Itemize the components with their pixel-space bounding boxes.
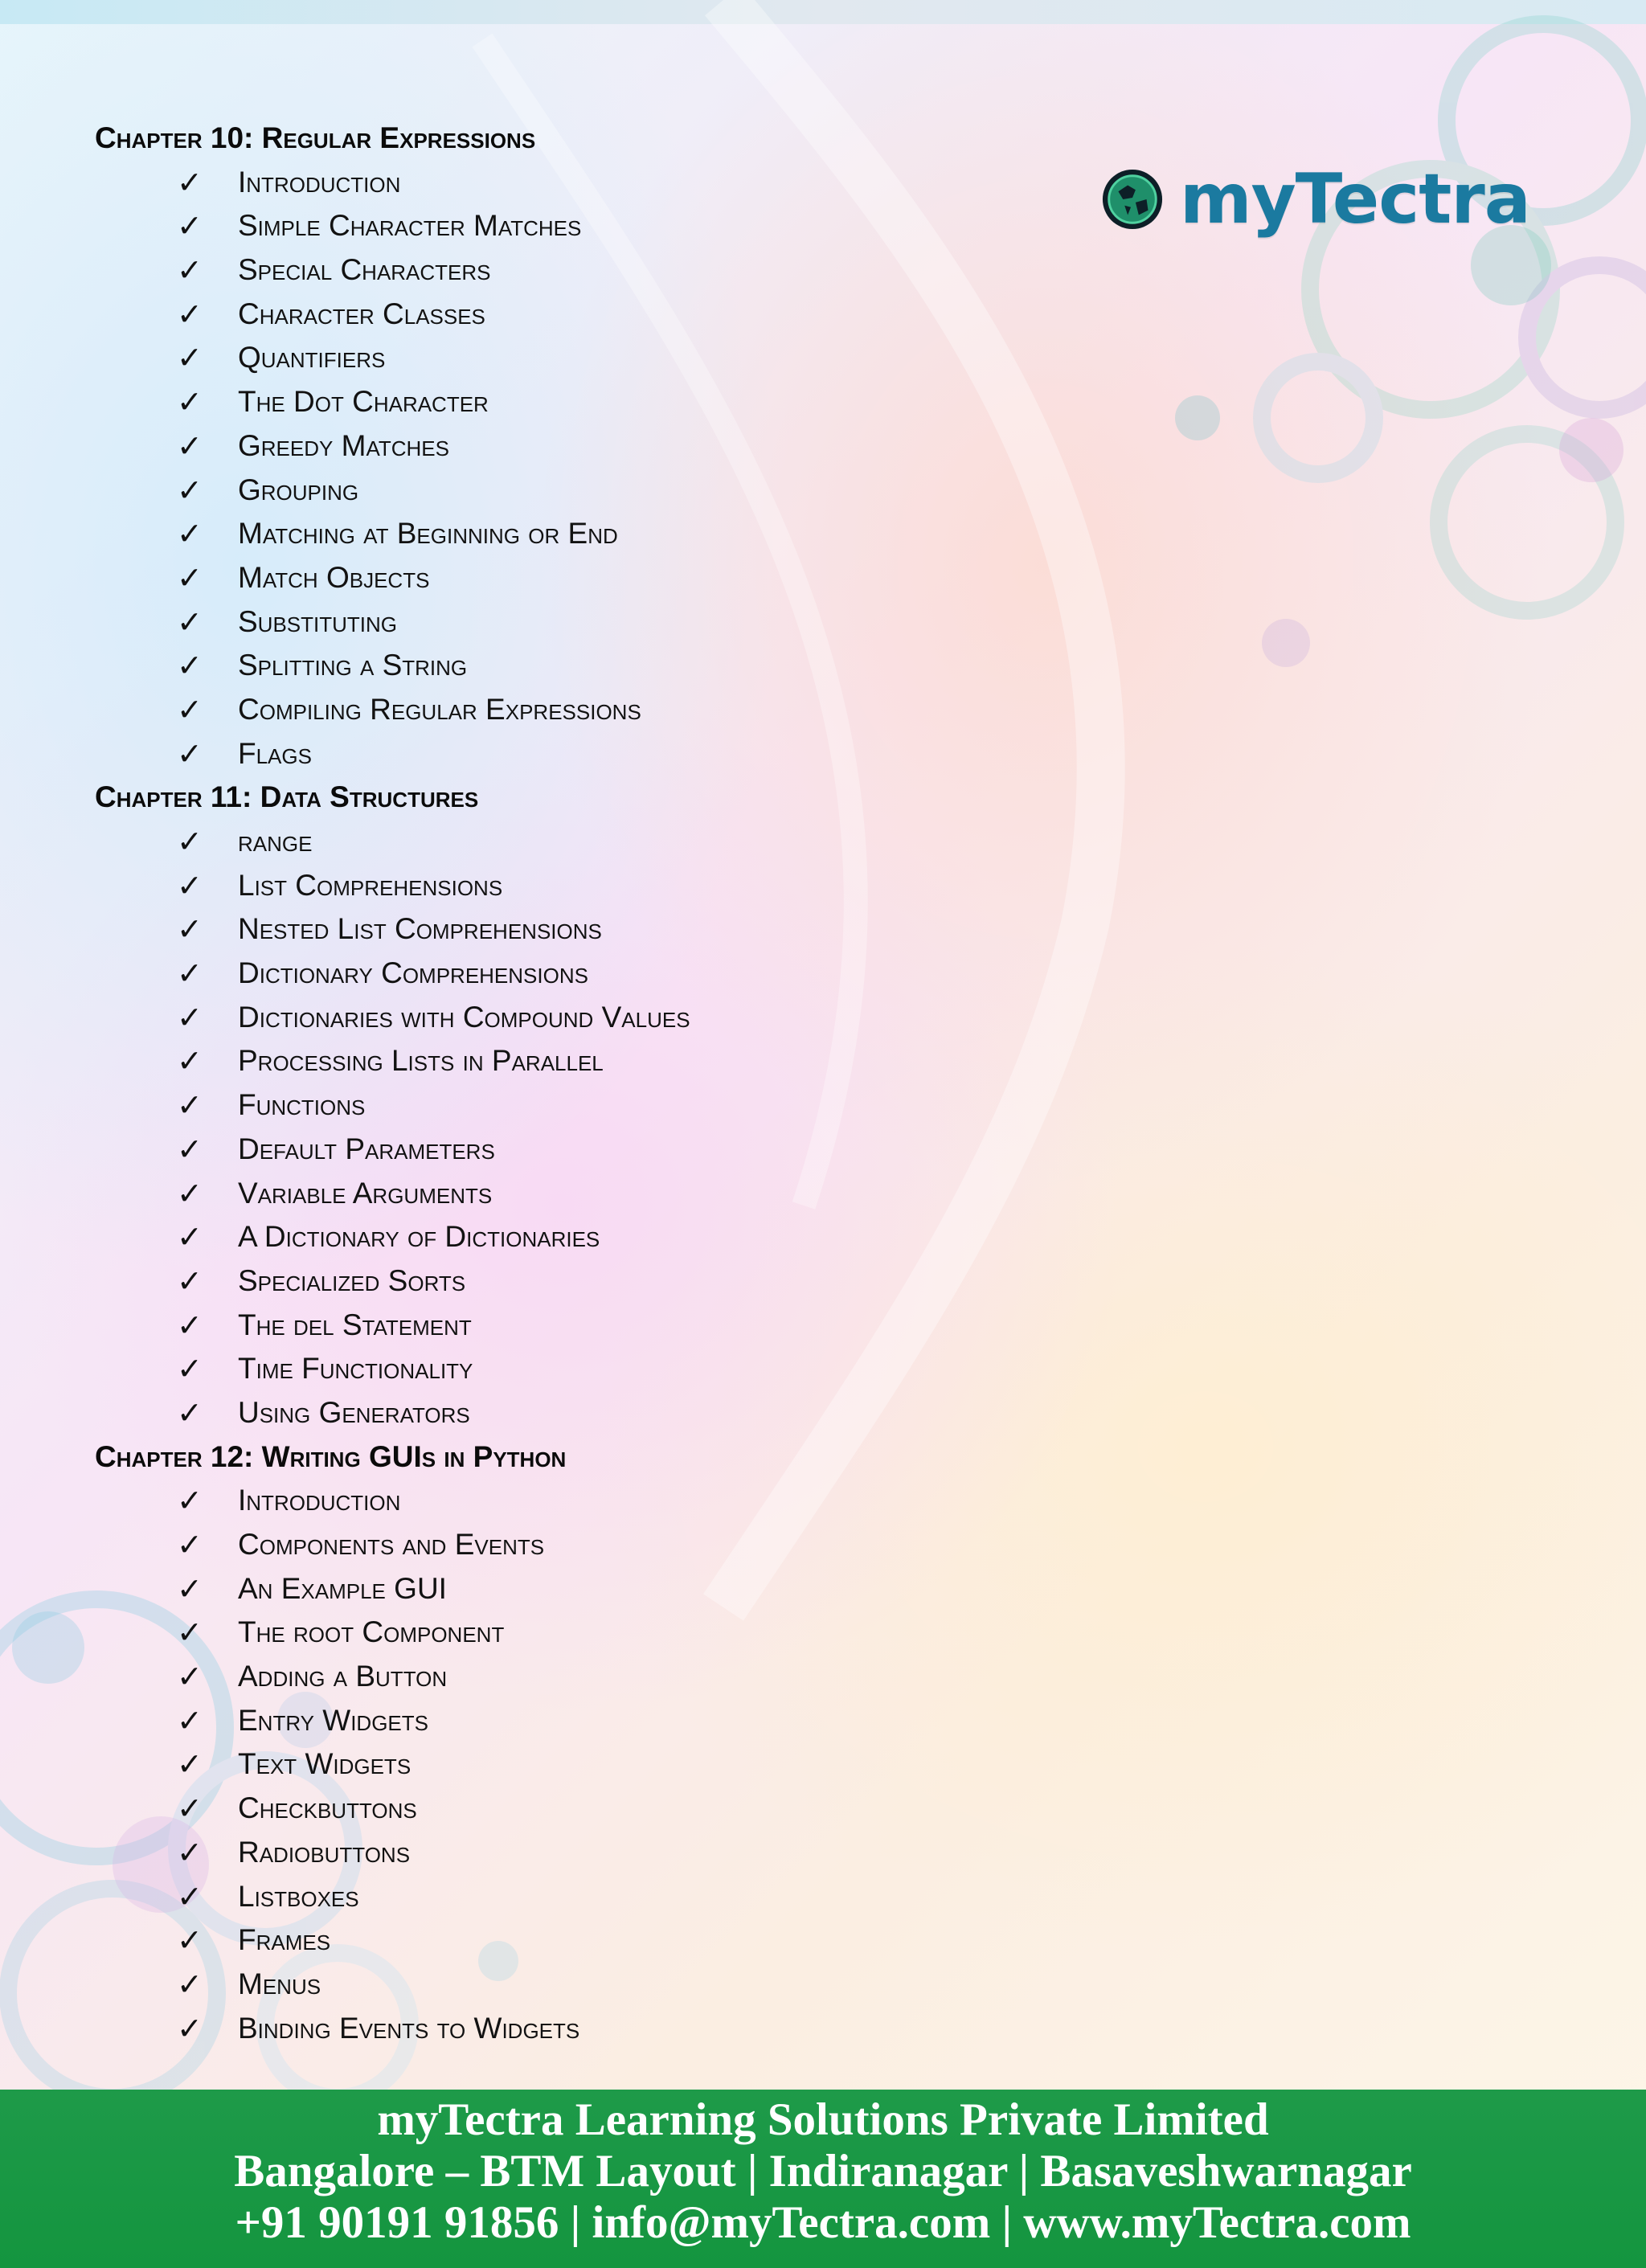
topic-label: Dictionaries with Compound Values xyxy=(238,1000,690,1034)
topic-label: Specialized Sorts xyxy=(238,1263,466,1297)
topic-item xyxy=(95,1918,1059,1963)
topic-label: Checkbuttons xyxy=(238,1791,417,1825)
topic-label: Variable Arguments xyxy=(238,1176,493,1210)
topic-label: Grouping xyxy=(238,473,359,506)
topic-item xyxy=(95,512,1059,556)
topic-item xyxy=(95,161,1059,205)
checkmark-icon: ✓ xyxy=(177,2010,203,2046)
topic-label: Binding Events to Widgets xyxy=(238,2011,580,2045)
checkmark-icon: ✓ xyxy=(177,472,203,508)
topic-label: Dictionary Comprehensions xyxy=(238,956,588,990)
topic-item xyxy=(95,1128,1059,1172)
chapter-12-title: Chapter 12: Writing GUIs in Python xyxy=(95,1439,567,1473)
footer-locations: Bangalore – BTM Layout | Indiranagar | Basaveshwarnagar xyxy=(234,2146,1412,2196)
footer-company-name: myTectra Learning Solutions Private Limited xyxy=(377,2094,1269,2145)
topic-item xyxy=(95,424,1059,469)
checkmark-icon: ✓ xyxy=(177,1702,203,1738)
checkmark-icon: ✓ xyxy=(177,384,203,420)
checkmark-icon: ✓ xyxy=(177,735,203,772)
topic-item xyxy=(95,248,1059,293)
topic-label: The root Component xyxy=(238,1615,505,1649)
checkmark-icon: ✓ xyxy=(177,1527,203,1562)
topic-label: Using Generators xyxy=(238,1395,470,1429)
topic-item xyxy=(95,1304,1059,1348)
chapter-10-title: Chapter 10: Regular Expressions xyxy=(95,121,536,154)
checkmark-icon: ✓ xyxy=(177,1659,203,1695)
checkmark-icon: ✓ xyxy=(177,1746,203,1783)
checkmark-icon: ✓ xyxy=(177,1966,203,2002)
topic-item xyxy=(95,1699,1059,1743)
topic-label: The del Statement xyxy=(238,1308,472,1341)
checkmark-icon: ✓ xyxy=(177,1219,203,1255)
topic-item xyxy=(95,1523,1059,1567)
checkmark-icon: ✓ xyxy=(177,1483,203,1519)
topic-label: Greedy Matches xyxy=(238,428,449,462)
topic-label: Splitting a String xyxy=(238,649,468,682)
checkmark-icon: ✓ xyxy=(177,1263,203,1299)
topic-item xyxy=(95,1831,1059,1875)
topic-label: Time Functionality xyxy=(238,1352,473,1386)
topic-item xyxy=(95,1172,1059,1216)
checkmark-icon: ✓ xyxy=(177,648,203,684)
topic-label: The Dot Character xyxy=(238,385,489,419)
topic-label: Entry Widgets xyxy=(238,1703,428,1737)
checkmark-icon: ✓ xyxy=(177,340,203,376)
globe-logo-icon xyxy=(1101,168,1164,231)
checkmark-icon: ✓ xyxy=(177,824,203,859)
topic-label: List Comprehensions xyxy=(238,868,503,902)
topic-item xyxy=(95,644,1059,688)
topic-item xyxy=(95,556,1059,600)
topic-label: range xyxy=(238,825,313,858)
topic-item xyxy=(95,996,1059,1040)
checkmark-icon: ✓ xyxy=(177,428,203,464)
topic-label: Special Characters xyxy=(238,253,491,287)
checkmark-icon: ✓ xyxy=(177,1570,203,1607)
checkmark-icon: ✓ xyxy=(177,516,203,552)
checkmark-icon: ✓ xyxy=(177,1791,203,1827)
topic-label: Substituting xyxy=(238,604,398,638)
topic-item xyxy=(95,820,1059,864)
checkmark-icon: ✓ xyxy=(177,252,203,289)
checkmark-icon: ✓ xyxy=(177,559,203,596)
topic-item xyxy=(95,204,1059,248)
checkmark-icon: ✓ xyxy=(177,1834,203,1870)
topic-label: Default Parameters xyxy=(238,1132,495,1165)
topic-label: An Example GUI xyxy=(238,1571,447,1605)
checkmark-icon: ✓ xyxy=(177,1131,203,1167)
topic-item xyxy=(95,1347,1059,1391)
topic-item xyxy=(95,1259,1059,1304)
topic-item xyxy=(95,1479,1059,1523)
topic-item xyxy=(95,688,1059,732)
topic-item xyxy=(95,380,1059,424)
topic-item xyxy=(95,1215,1059,1259)
topic-label: Introduction xyxy=(238,1484,401,1517)
topic-item xyxy=(95,1567,1059,1611)
checkmark-icon: ✓ xyxy=(177,999,203,1035)
checkmark-icon: ✓ xyxy=(177,296,203,332)
topic-label: A Dictionary of Dictionaries xyxy=(238,1220,600,1254)
topic-item xyxy=(95,1787,1059,1831)
topic-item xyxy=(95,732,1059,776)
topic-label: Nested List Comprehensions xyxy=(238,912,602,946)
checkmark-icon: ✓ xyxy=(177,1394,203,1431)
topic-label: Text Widgets xyxy=(238,1747,412,1781)
topic-label: Quantifiers xyxy=(238,341,386,375)
topic-label: Radiobuttons xyxy=(238,1835,411,1869)
topic-item xyxy=(95,907,1059,952)
topic-label: Matching at Beginning or End xyxy=(238,517,618,551)
course-syllabus xyxy=(95,117,1059,2050)
topic-item xyxy=(95,1611,1059,1655)
topic-label: Character Classes xyxy=(238,297,485,330)
checkmark-icon: ✓ xyxy=(177,911,203,948)
checkmark-icon: ✓ xyxy=(177,867,203,903)
checkmark-icon: ✓ xyxy=(177,1351,203,1387)
topic-item xyxy=(95,1391,1059,1435)
topic-label: Listboxes xyxy=(238,1879,359,1913)
topic-label: Match Objects xyxy=(238,560,430,594)
checkmark-icon: ✓ xyxy=(177,1922,203,1959)
checkmark-icon: ✓ xyxy=(177,604,203,640)
topic-label: Functions xyxy=(238,1088,366,1122)
topic-label: Menus xyxy=(238,1967,321,2000)
topic-item xyxy=(95,293,1059,337)
checkmark-icon: ✓ xyxy=(177,1175,203,1211)
topic-item xyxy=(95,1039,1059,1083)
footer-contact: +91 90191 91856 | info@myTectra.com | www.myTectra.com xyxy=(235,2197,1411,2248)
topic-item xyxy=(95,1742,1059,1787)
topic-item xyxy=(95,1963,1059,2007)
topic-label: Frames xyxy=(238,1923,331,1957)
checkmark-icon: ✓ xyxy=(177,1043,203,1079)
checkmark-icon: ✓ xyxy=(177,691,203,727)
topic-label: Components and Events xyxy=(238,1528,545,1561)
topic-label: Simple Character Matches xyxy=(238,209,582,243)
topic-item xyxy=(95,600,1059,645)
checkmark-icon: ✓ xyxy=(177,956,203,992)
company-footer-banner xyxy=(0,2090,1646,2268)
topic-label: Flags xyxy=(238,736,312,770)
checkmark-icon: ✓ xyxy=(177,1307,203,1343)
mytectra-logo xyxy=(1101,161,1530,238)
topic-item xyxy=(95,864,1059,908)
topic-label: Introduction xyxy=(238,165,401,199)
topic-item xyxy=(95,1083,1059,1128)
topic-item xyxy=(95,2007,1059,2051)
topic-item xyxy=(95,1655,1059,1699)
checkmark-icon: ✓ xyxy=(177,1087,203,1124)
topic-item xyxy=(95,469,1059,513)
topic-label: Processing Lists in Parallel xyxy=(238,1044,604,1078)
topic-label: Compiling Regular Expressions xyxy=(238,692,641,726)
chapter-11-title: Chapter 11: Data Structures xyxy=(95,780,479,814)
logo-wordmark: myTectra xyxy=(1180,159,1530,239)
checkmark-icon: ✓ xyxy=(177,1878,203,1914)
topic-label: Adding a Button xyxy=(238,1660,448,1693)
topic-item xyxy=(95,952,1059,996)
topic-item xyxy=(95,336,1059,380)
checkmark-icon: ✓ xyxy=(177,1615,203,1651)
topic-item xyxy=(95,1875,1059,1919)
checkmark-icon: ✓ xyxy=(177,208,203,244)
checkmark-icon: ✓ xyxy=(177,164,203,200)
